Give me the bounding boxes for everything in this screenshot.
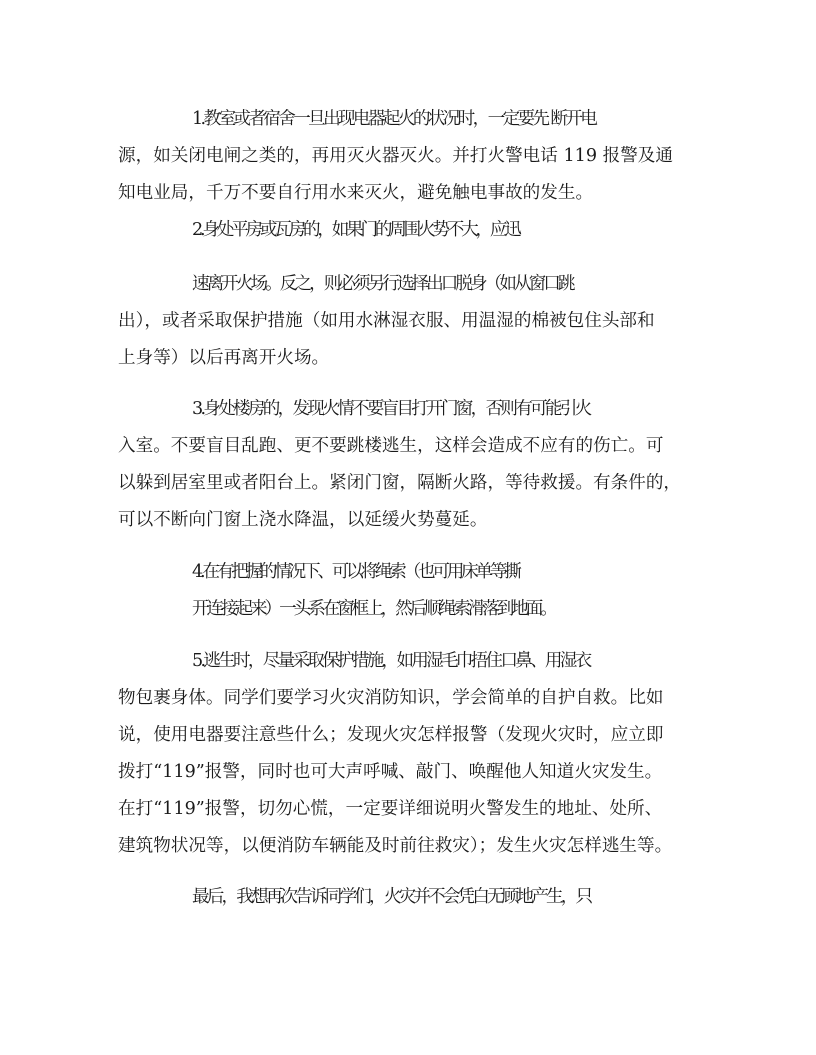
paragraph-1-line-2: 源，如关闭电闸之类的，再用灭火器灭火。并打火警电话 119 报警及通 [118,146,673,166]
paragraph-6-line-1: 最后，我想再次告诉同学们，火灾并不会凭白无顾地产生，只 [192,887,591,907]
paragraph-5-line-1: 5.逃生时，尽量采取保护措施，如用湿毛巾捂住口鼻、用湿衣 [192,651,590,671]
paragraph-2-line-3: 出），或者采取保护措施（如用水淋湿衣服、用温湿的棉被包住头部和 [118,311,655,331]
paragraph-2-line-1: 2.身处平房或瓦房的，如果门的周围火势不大，应迅 [192,220,519,240]
paragraph-2-line-4: 上身等）以后再离开火场。 [118,348,330,368]
paragraph-3-line-1: 3.身处楼房的，发现火情不要盲目打开门窗，否则有可能引火 [192,399,590,419]
paragraph-5-line-5: 在打“119”报警，切勿心慌，一定要详细说明火警发生的地址、处所、 [118,799,663,819]
paragraph-4-line-2: 开连接起来）一头系在窗框上，然后顺绳索滑落到地面。 [192,599,555,619]
paragraph-5-line-4: 拨打“119”报警，同时也可大声呼喊、敲门、唤醒他人知道火灾发生。 [118,762,663,782]
paragraph-4-line-1: 4.在有把握的情况下、可以将绳索（也可用床单等撕 [192,562,519,582]
paragraph-1-line-3: 知电业局，千万不要自行用水来灭火，避免触电事故的发生。 [118,183,594,203]
paragraph-2-line-2: 速离开火场。反之，则必须另行选择出口脱身（如从窗口跳 [192,274,573,294]
paragraph-3-line-3: 以躲到居室里或者阳台上。紧闭门窗，隔断火路，等待救援。有条件的， [118,473,682,493]
paragraph-5-line-3: 说，使用电器要注意些什么；发现火灾怎样报警（发现火灾时，应立即 [118,725,664,745]
paragraph-5-line-6: 建筑物状况等，以便消防车辆能及时前往救灾）；发生火灾怎样逃生等。 [118,836,673,856]
paragraph-3-line-4: 可以不断向门窗上浇水降温，以延缓火势蔓延。 [118,510,488,530]
paragraph-3-line-2: 入室。不要盲目乱跑、更不要跳楼逃生，这样会造成不应有的伤亡。可 [118,436,664,456]
paragraph-5-line-2: 物包裹身体。同学们要学习火灾消防知识，学会简单的自护自救。比如 [118,688,664,708]
paragraph-1-line-1: 1.教室或者宿舍一旦出现电器起火的状况时，一定要先 断开电 [192,109,596,129]
